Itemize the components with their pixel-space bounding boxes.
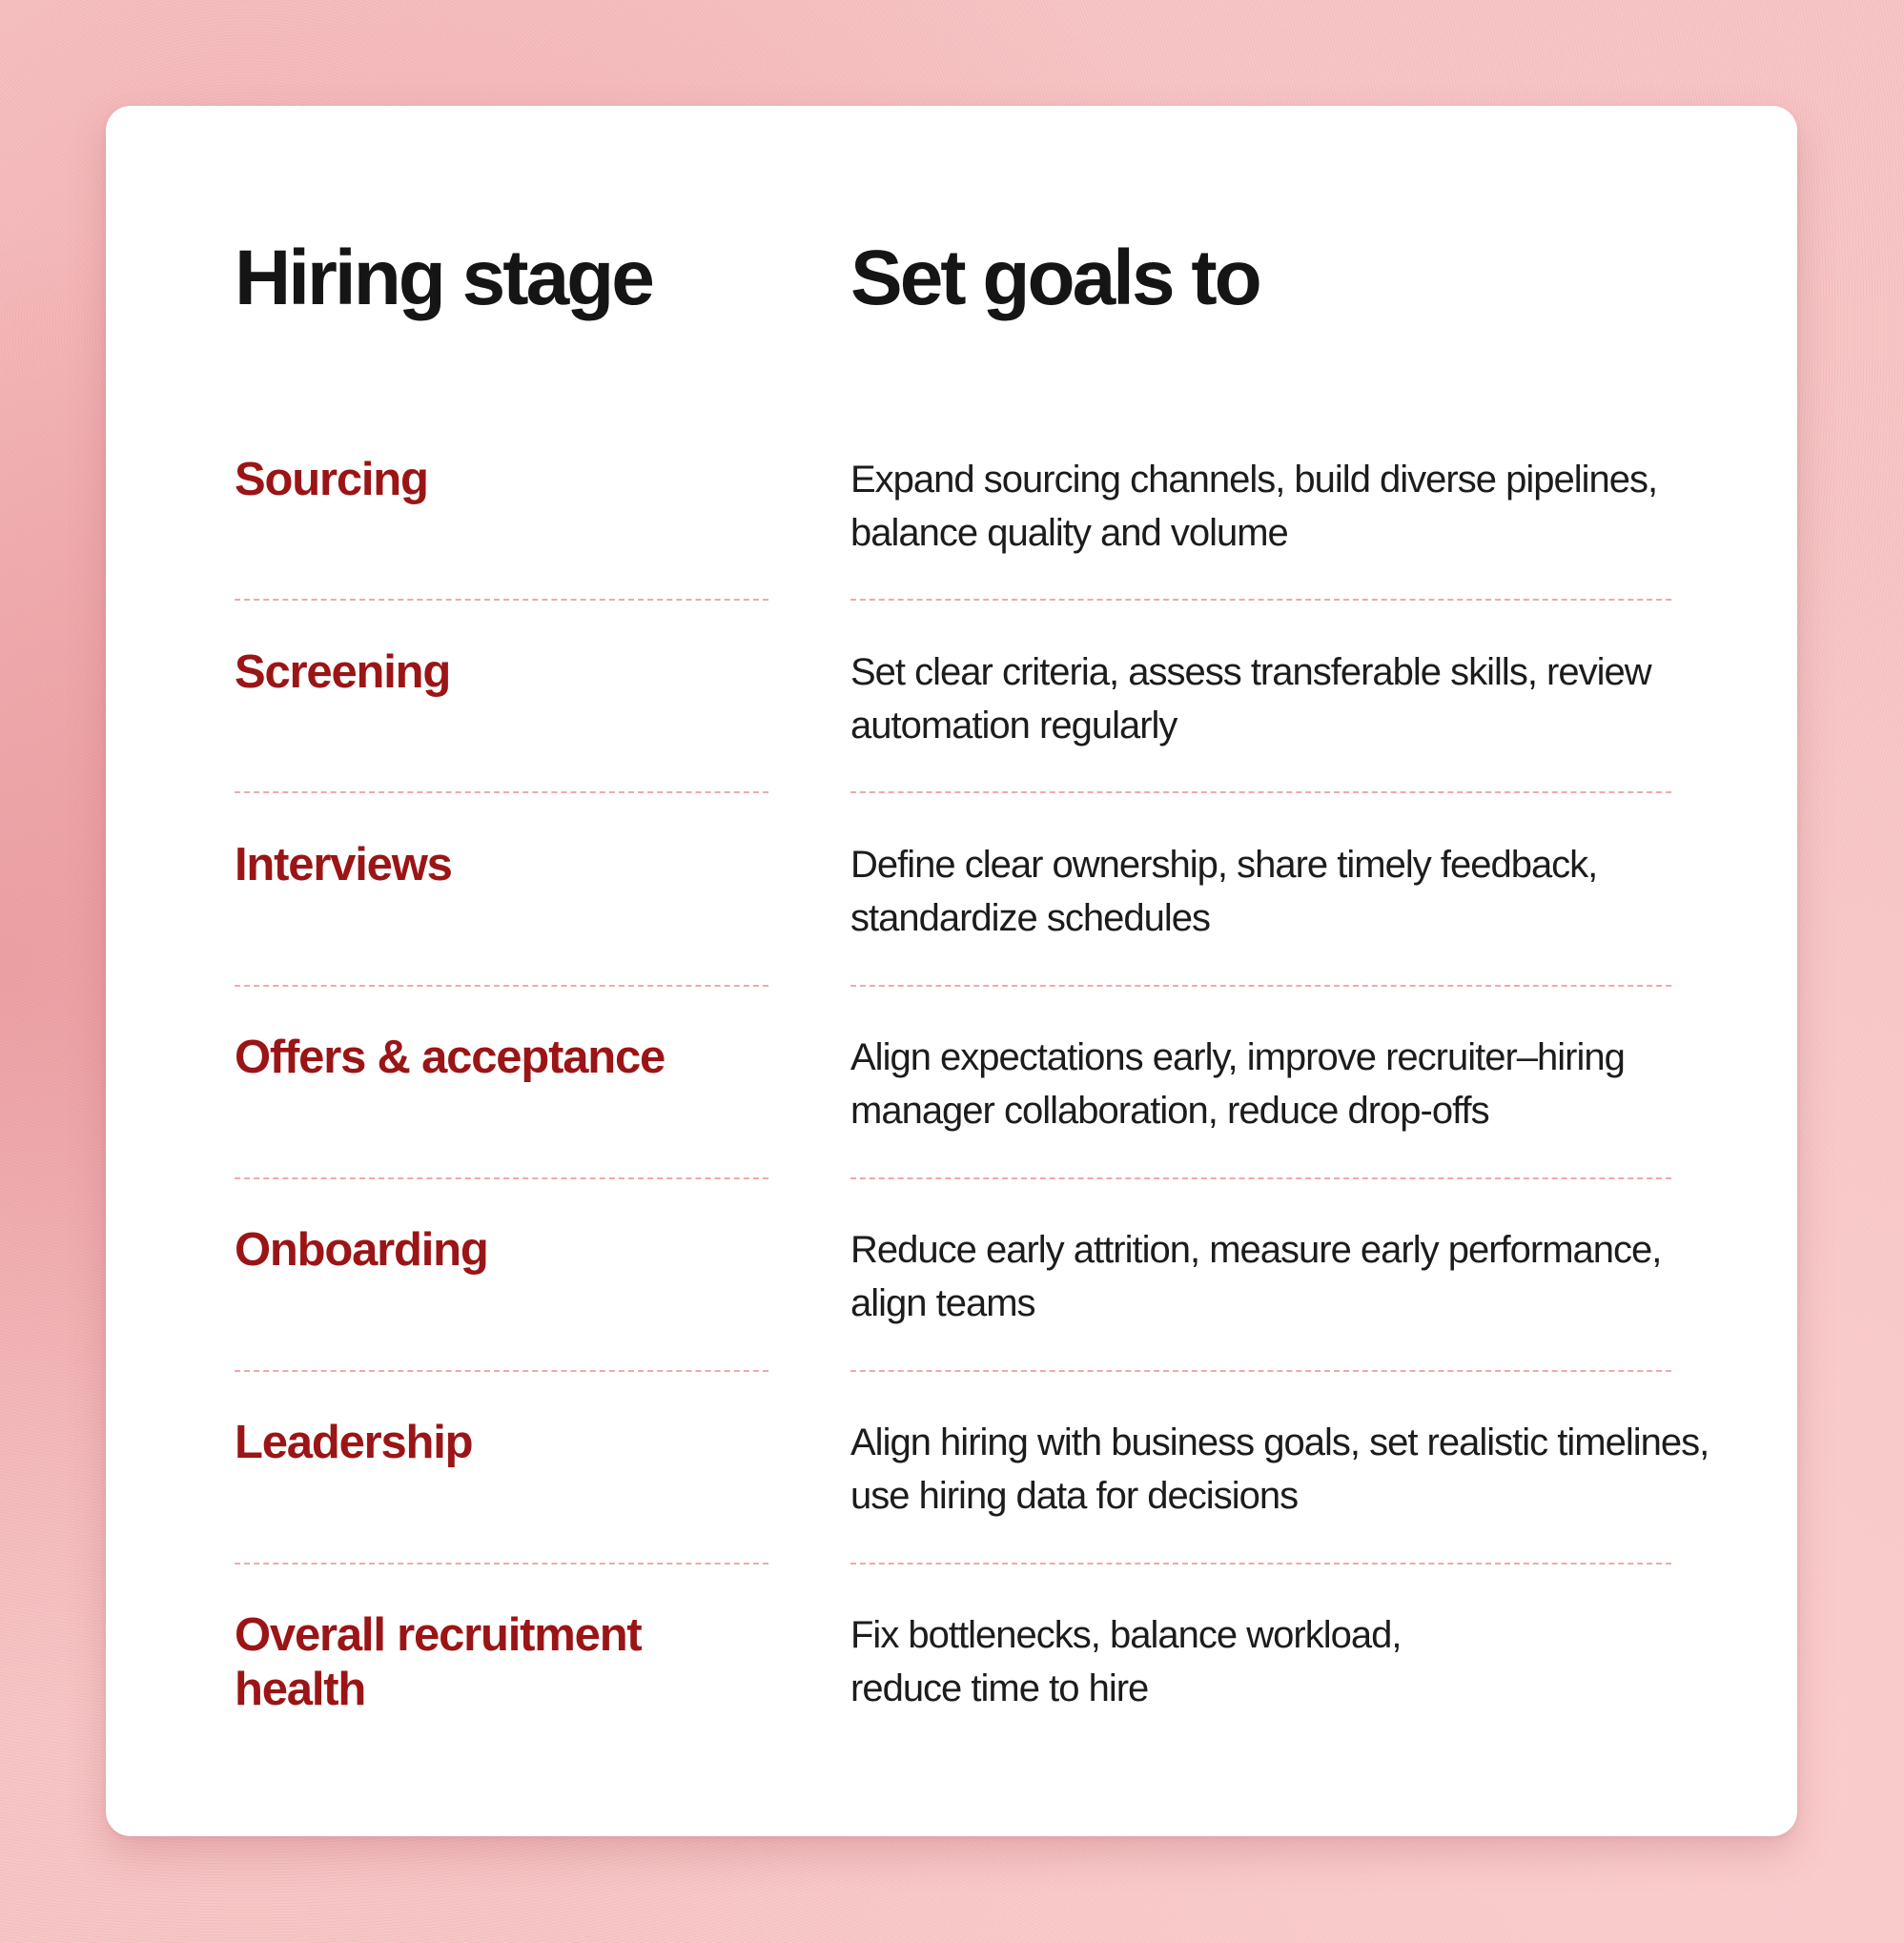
goal-text: Fix bottlenecks, balance workload, reduce time to hire [850, 1614, 1402, 1709]
goal-text: Set clear criteria, assess transferable skills, review automation regularly [850, 651, 1651, 747]
set-goals-header: Set goals to [850, 235, 1259, 321]
goal-text: Align expectations early, improve recruiter–hiring manager collaboration, reduce drop-offs [850, 1036, 1625, 1132]
row-divider [235, 985, 768, 987]
hiring-stage-header: Hiring stage [235, 235, 652, 321]
stage-label: Overall recruitment health [235, 1609, 642, 1715]
goal-text: Expand sourcing channels, build diverse pipelines, balance quality and volume [850, 459, 1658, 554]
row-divider [235, 1177, 768, 1179]
row-divider [850, 599, 1671, 601]
row-divider [850, 1370, 1671, 1372]
goal-text: Align hiring with business goals, set realistic timelines, use hiring data for decisions [850, 1421, 1710, 1517]
stage-label: Offers & acceptance [235, 1032, 665, 1083]
row-divider [850, 985, 1671, 987]
row-divider [235, 599, 768, 601]
row-divider [850, 1563, 1671, 1565]
stage-label: Onboarding [235, 1224, 488, 1276]
stage-label: Sourcing [235, 454, 428, 505]
hiring-goals-card [106, 106, 1797, 1836]
row-divider [850, 791, 1671, 793]
stage-label: Screening [235, 646, 451, 698]
row-divider [235, 791, 768, 793]
stage-label: Leadership [235, 1417, 473, 1468]
row-divider [235, 1370, 768, 1372]
row-divider [850, 1177, 1671, 1179]
row-divider [235, 1563, 768, 1565]
goal-text: Reduce early attrition, measure early performance, align teams [850, 1229, 1662, 1324]
stage-label: Interviews [235, 839, 452, 890]
goal-text: Define clear ownership, share timely feedback, standardize schedules [850, 844, 1598, 939]
